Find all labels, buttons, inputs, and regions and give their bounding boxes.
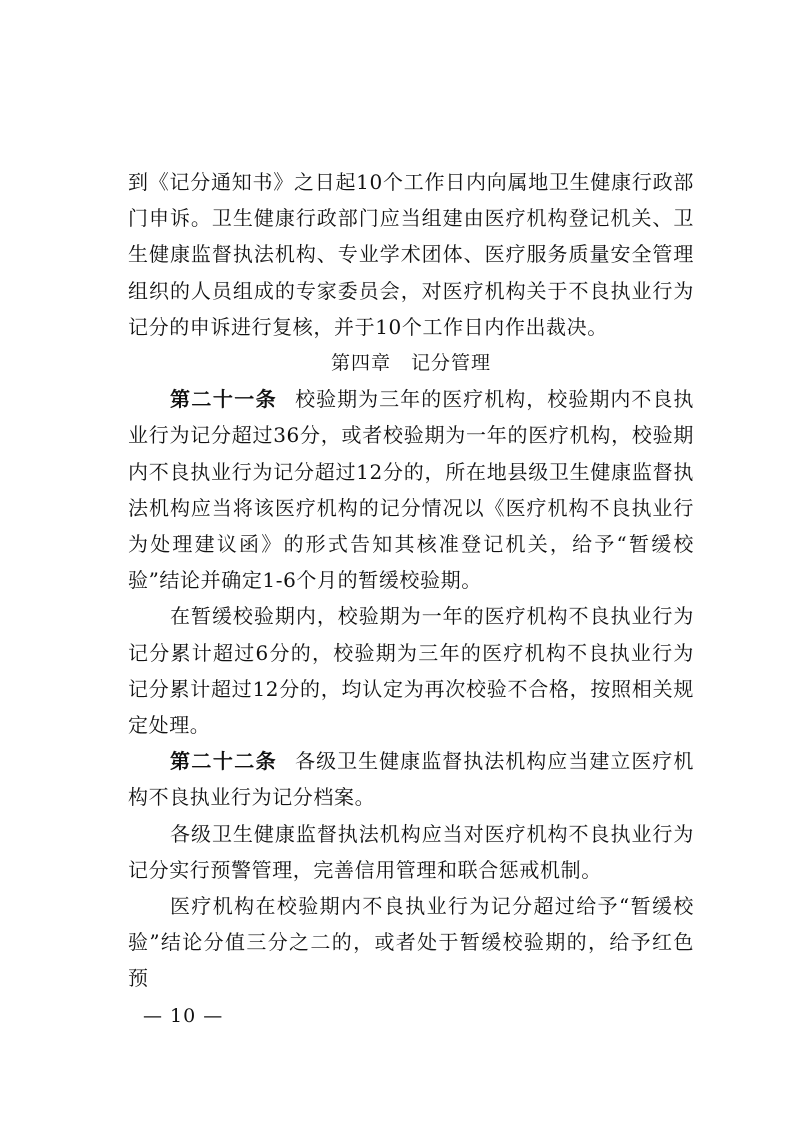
article-21-paragraph-1 [128,381,694,598]
article-22-paragraph-2: 各级卫生健康监督执法机构应当对医疗机构不良执业行为记分实行预警管理，完善信用管理和联合惩戒机制。 [128,821,694,882]
article-21-text-1: 校验期为三年的医疗机构，校验期内不良执业行为记分超过36分，或者校验期为一年的医疗机构，校验期内不良执业行为记分超过12分的，所在地县级卫生健康监督执法机构应当将该医疗机构的记分情况以《医疗机构不良执业行为处理建议函》的形式告知其核准登记机关，给予“暂缓校验”结论并确定1-6个月的暂缓校验期。 [128,387,695,593]
article-22-paragraph-3: 医疗机构在校验期内不良执业行为记分超过给予“暂缓校验”结论分值三分之二的，或者处于暂缓校验期的，给予红色预 [128,894,694,991]
article-21-paragraph-2: 在暂缓校验期内，校验期为一年的医疗机构不良执业行为记分累计超过6分的，校验期为三年的医疗机构不良执业行为记分累计超过12分的，均认定为再次校验不合格，按照相关规定处理。 [128,604,694,738]
document-body [128,164,694,997]
article-22-number: 第二十二条 [170,749,278,774]
continued-paragraph: 到《记分通知书》之日起10个工作日内向属地卫生健康行政部门申诉。卫生健康行政部门应当组建由医疗机构登记机关、卫生健康监督执法机构、专业学术团体、医疗服务质量安全管理组织的人员组成的专家委员会，对医疗机构关于不良执业行为记分的申诉进行复核，并于10个工作日内作出裁决。 [128,170,694,339]
chapter-title: 第四章 记分管理 [330,352,491,375]
article-22-text-1: 各级卫生健康监督执法机构应当建立医疗机构不良执业行为记分档案。 [128,749,695,810]
page-number: — 10 — [143,1005,224,1027]
article-22-paragraph-1 [128,743,694,815]
article-21-number: 第二十一条 [170,387,278,412]
